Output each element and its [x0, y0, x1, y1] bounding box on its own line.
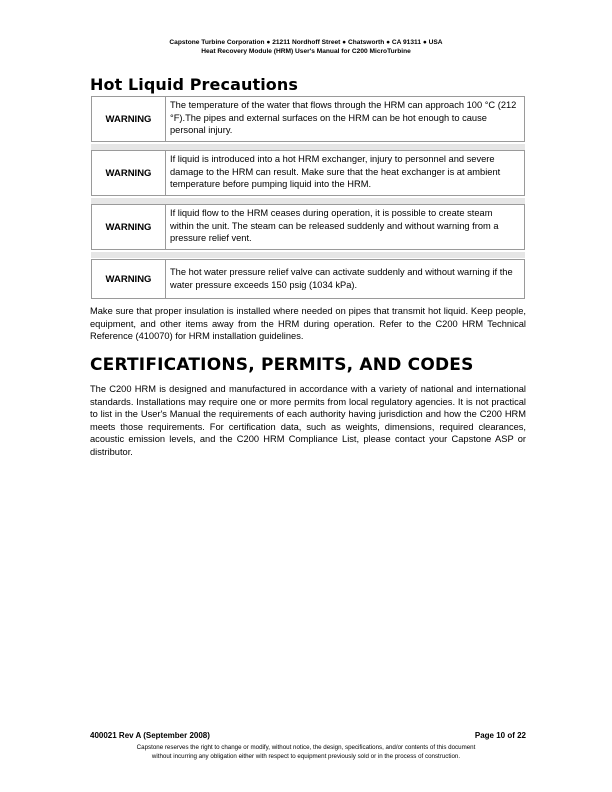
insulation-paragraph: Make sure that proper insulation is installed where needed on pipes that transmit hot liquid. Keep people, equipment, and other items away from the HRM during operation. Refer to the C200 HRM Technical Reference (410070) for HRM installation guidelines. — [90, 306, 526, 342]
warning-text: If liquid is introduced into a hot HRM exchanger, injury to personnel and severe damage to the HRM can result. Make sure that the heat exchanger is at ambient temperature before pumping liquid into the HRM. — [170, 154, 501, 190]
warning-box — [91, 150, 525, 196]
warning-text: If liquid flow to the HRM ceases during operation, it is possible to create steam within the unit. The steam can be released suddenly and without warning from a pressure relief vent. — [170, 208, 499, 244]
footer-disclaimer — [0, 744, 612, 761]
warning-label: WARNING — [92, 97, 166, 141]
warning-label: WARNING — [92, 260, 166, 298]
certifications-paragraph: The C200 HRM is designed and manufactured in accordance with a variety of national and international standards. Installations may require one or more permits from local regulatory agencies. It is not practical to list in the User's Manual the requirements of each authority having jurisdiction and how the C200 HRM meets those requirements. For certification data, such as weights, dimensions, required clearances, acoustic emission levels, and the C200 HRM Compliance List, please contact your Capstone ASP or distributor. — [90, 384, 526, 457]
footer-page-number: Page 10 of 22 — [474, 731, 526, 740]
footer-disclaimer-line: Capstone reserves the right to change or modify, without notice, the design, specifications, and/or contents of this document — [136, 744, 476, 751]
section-title-hot-liquid: Hot Liquid Precautions — [90, 75, 299, 94]
warning-label: WARNING — [92, 151, 166, 195]
warning-text-content: The hot water pressure relief valve can activate suddenly and without warning if the water pressure exceeds 150 psig (1034 kPa). — [170, 266, 513, 290]
warning-label: WARNING — [92, 205, 166, 249]
footer-disclaimer-line: without incurring any obligation either with respect to equipment previously sold or in the process of construction. — [151, 752, 461, 760]
footer-doc-revision: 400021 Rev A (September 2008) — [90, 731, 210, 740]
warning-text: The temperature of the water that flows through the HRM can approach 100 °C (212 °F).The pipes and external surfaces on the HRM can be hot enough to cause personal injury. — [170, 100, 517, 136]
page-header — [0, 38, 612, 56]
warning-box — [91, 204, 525, 250]
warning-text — [166, 260, 524, 298]
header-company-line: Capstone Turbine Corporation ● 21211 Nordhoff Street ● Chatsworth ● CA 91311 ● USA — [169, 39, 443, 46]
header-manual-title: Heat Recovery Module (HRM) User's Manual for C200 MicroTurbine — [201, 48, 411, 55]
warning-box — [91, 96, 525, 142]
warning-box — [91, 259, 525, 299]
separator-shade — [91, 252, 525, 258]
section-title-certifications: CERTIFICATIONS, PERMITS, AND CODES — [90, 355, 474, 375]
page-footer — [90, 731, 526, 740]
